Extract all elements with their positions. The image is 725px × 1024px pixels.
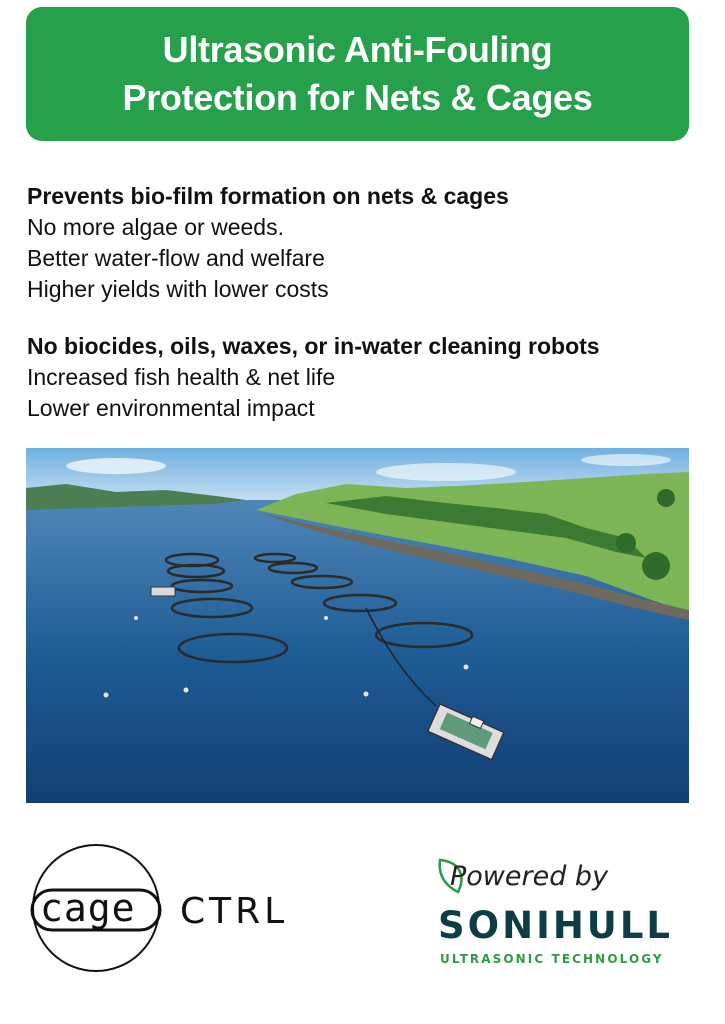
logo-text-ctrl: CTRL (180, 891, 289, 932)
page-title-line-2: Protection for Nets & Cages (122, 77, 593, 118)
logo-text-cage: cage (40, 886, 136, 930)
benefit-item: Higher yields with lower costs (27, 276, 329, 302)
cagectrl-logo (30, 842, 305, 977)
eco-item: Lower environmental impact (27, 395, 315, 421)
eco-heading: No biocides, oils, waxes, or in-water cleaning robots (27, 333, 600, 359)
eco-item: Increased fish health & net life (27, 364, 336, 390)
benefits-section (27, 180, 509, 305)
fish-farm-photo (26, 448, 689, 803)
benefit-item: Better water-flow and welfare (27, 245, 325, 271)
title-banner (26, 7, 689, 141)
eco-section (27, 330, 600, 424)
sonihull-wordmark: SONIHULL (438, 904, 673, 947)
sonihull-logo (436, 852, 690, 974)
page-title-line-1: Ultrasonic Anti-Fouling (162, 29, 553, 70)
benefits-heading: Prevents bio-film formation on nets & cages (27, 183, 509, 209)
fish-farm-illustration (26, 448, 689, 803)
powered-by-label: Powered by (450, 861, 609, 892)
benefit-item: No more algae or weeds. (27, 214, 284, 240)
sonihull-tagline: ULTRASONIC TECHNOLOGY (440, 952, 664, 966)
